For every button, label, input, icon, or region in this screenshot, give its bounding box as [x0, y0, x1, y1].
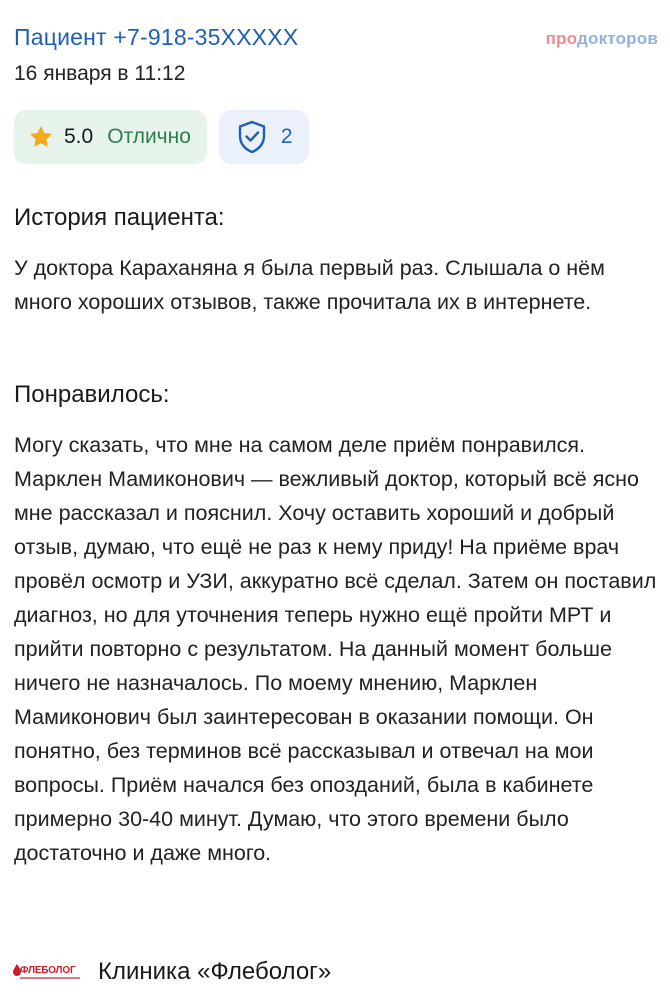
patient-name-link[interactable]: Пациент +7-918-35XXXXX	[14, 24, 299, 50]
brand-logo-part-pro: про	[545, 29, 577, 48]
star-icon	[28, 124, 54, 150]
rating-label: Отлично	[107, 125, 191, 148]
verified-badge[interactable]	[219, 110, 309, 164]
clinic-name[interactable]: Клиника «Флеболог»	[98, 958, 332, 985]
clinic-logo	[12, 959, 80, 985]
clinic-row[interactable]	[12, 958, 331, 986]
verified-count: 2	[280, 125, 293, 148]
rating-value: 5.0	[64, 125, 94, 148]
clinic-logo-text: ФЛЕБОЛОГ	[20, 965, 76, 976]
clinic-logo-underline	[20, 977, 80, 979]
liked-title: Понравилось:	[14, 381, 170, 408]
review-date: 16 января в 11:12	[14, 62, 186, 85]
rating-badge[interactable]	[14, 110, 207, 164]
story-title: История пациента:	[14, 204, 225, 231]
review-badges	[14, 110, 309, 164]
brand-logo-part-docs: докторов	[577, 29, 658, 48]
prodoctorov-logo[interactable]	[546, 29, 658, 49]
shield-check-icon	[237, 120, 267, 154]
liked-text: Могу сказать, что мне на самом деле приём понравился. Марклен Мамиконович — вежливый доктор, который всё ясно мне рассказал и пояснил. Хочу оставить хороший и добрый отзыв, думаю, что ещё не раз к нему приду! На приёме врач провёл осмотр и УЗИ, аккуратно всё сделал. Затем он поставил диагноз, но для уточнения теперь нужно ещё пройти МРТ и прийти повторно с результатом. На данный момент больше ничего не назначалось. По моему мнению, Марклен Мамиконович был заинтересован в оказании помощи. Он понятно, без терминов всё рассказывал и отвечал на мои вопросы. Приём начался без опозданий, была в кабинете примерно 30-40 минут. Думаю, что этого времени было достаточно и даже много.	[14, 433, 657, 865]
story-text: У доктора Караханяна я была первый раз. Слышала о нём много хороших отзывов, также прочитала их в интернете.	[14, 256, 605, 314]
